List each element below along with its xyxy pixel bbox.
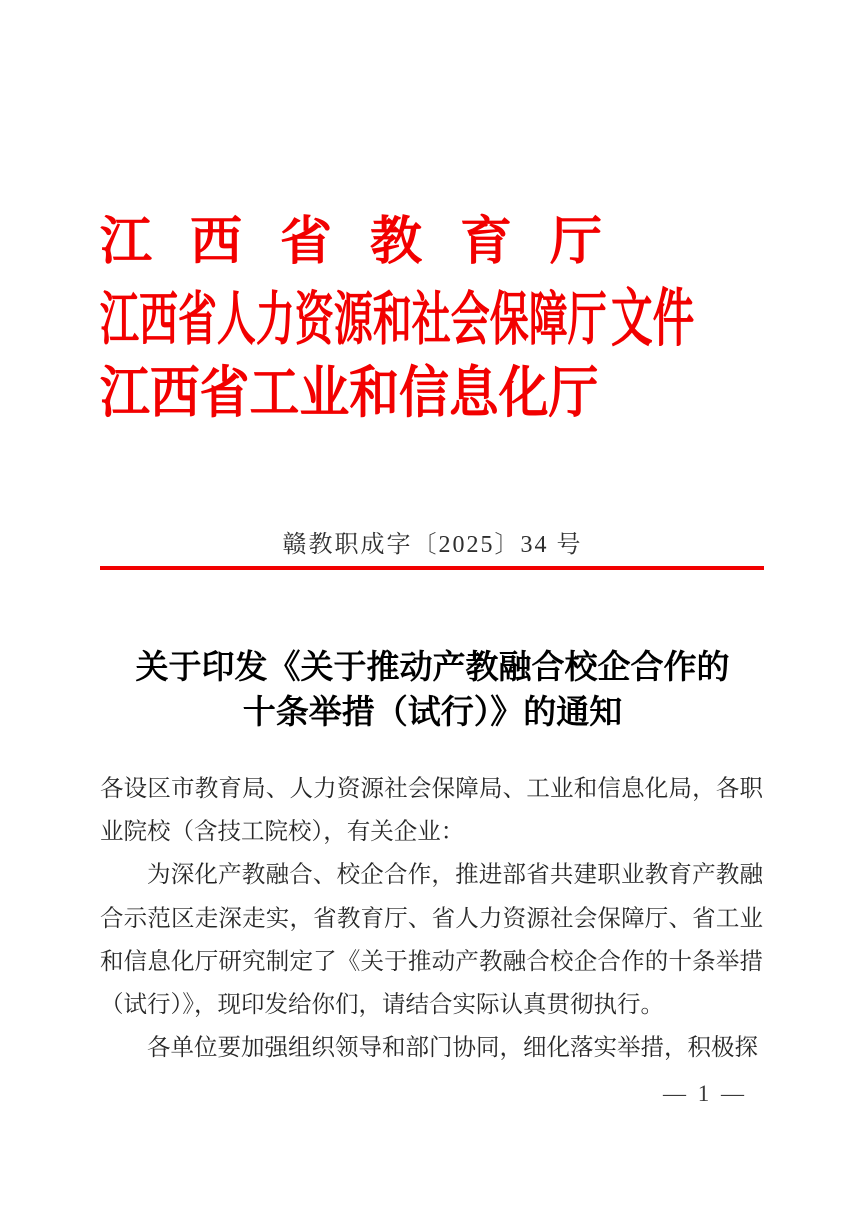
body-paragraph-addressees: 各设区市教育局、人力资源社会保障局、工业和信息化局，各职业院校（含技工院校），有关企业： bbox=[100, 776, 763, 846]
document-title bbox=[0, 646, 865, 736]
document-body bbox=[100, 768, 763, 1070]
document-reference-number: 赣教职成字〔2025〕34 号 bbox=[282, 532, 583, 558]
letterhead-line3-text: 江西省工业和信息化厅 bbox=[100, 363, 599, 425]
letterhead-line2-text: 江西省人力资源和社会保障厅 bbox=[100, 287, 607, 352]
letterhead-line1-text: 江西省教育厅 bbox=[100, 214, 641, 271]
letterhead-line-hr-social-security-dept bbox=[100, 284, 854, 354]
document-title-line2: 十条举措（试行）》的通知 bbox=[242, 695, 623, 731]
body-paragraph-purpose: 为深化产教融合、校企合作，推进部省共建职业教育产教融合示范区走深走实，省教育厅、省人力资源社会保障厅、省工业和信息化厅研究制定了《关于推动产教融合校企合作的十条举措（试行）》，现印发给你们，请结合实际认真贯彻执行。 bbox=[100, 862, 763, 1019]
body-paragraph-requirements: 各单位要加强组织领导和部门协同，细化落实举措，积极探 bbox=[147, 1035, 758, 1062]
letterhead-line-education-dept bbox=[100, 214, 641, 271]
document-title-line1: 关于印发《关于推动产教融合校企合作的 bbox=[135, 650, 730, 686]
red-divider-rule bbox=[100, 566, 764, 570]
letterhead-wenjian-label: 文件 bbox=[611, 284, 695, 354]
page-number: — 1 — bbox=[663, 1081, 747, 1106]
letterhead-line-industry-it-dept bbox=[100, 363, 660, 425]
